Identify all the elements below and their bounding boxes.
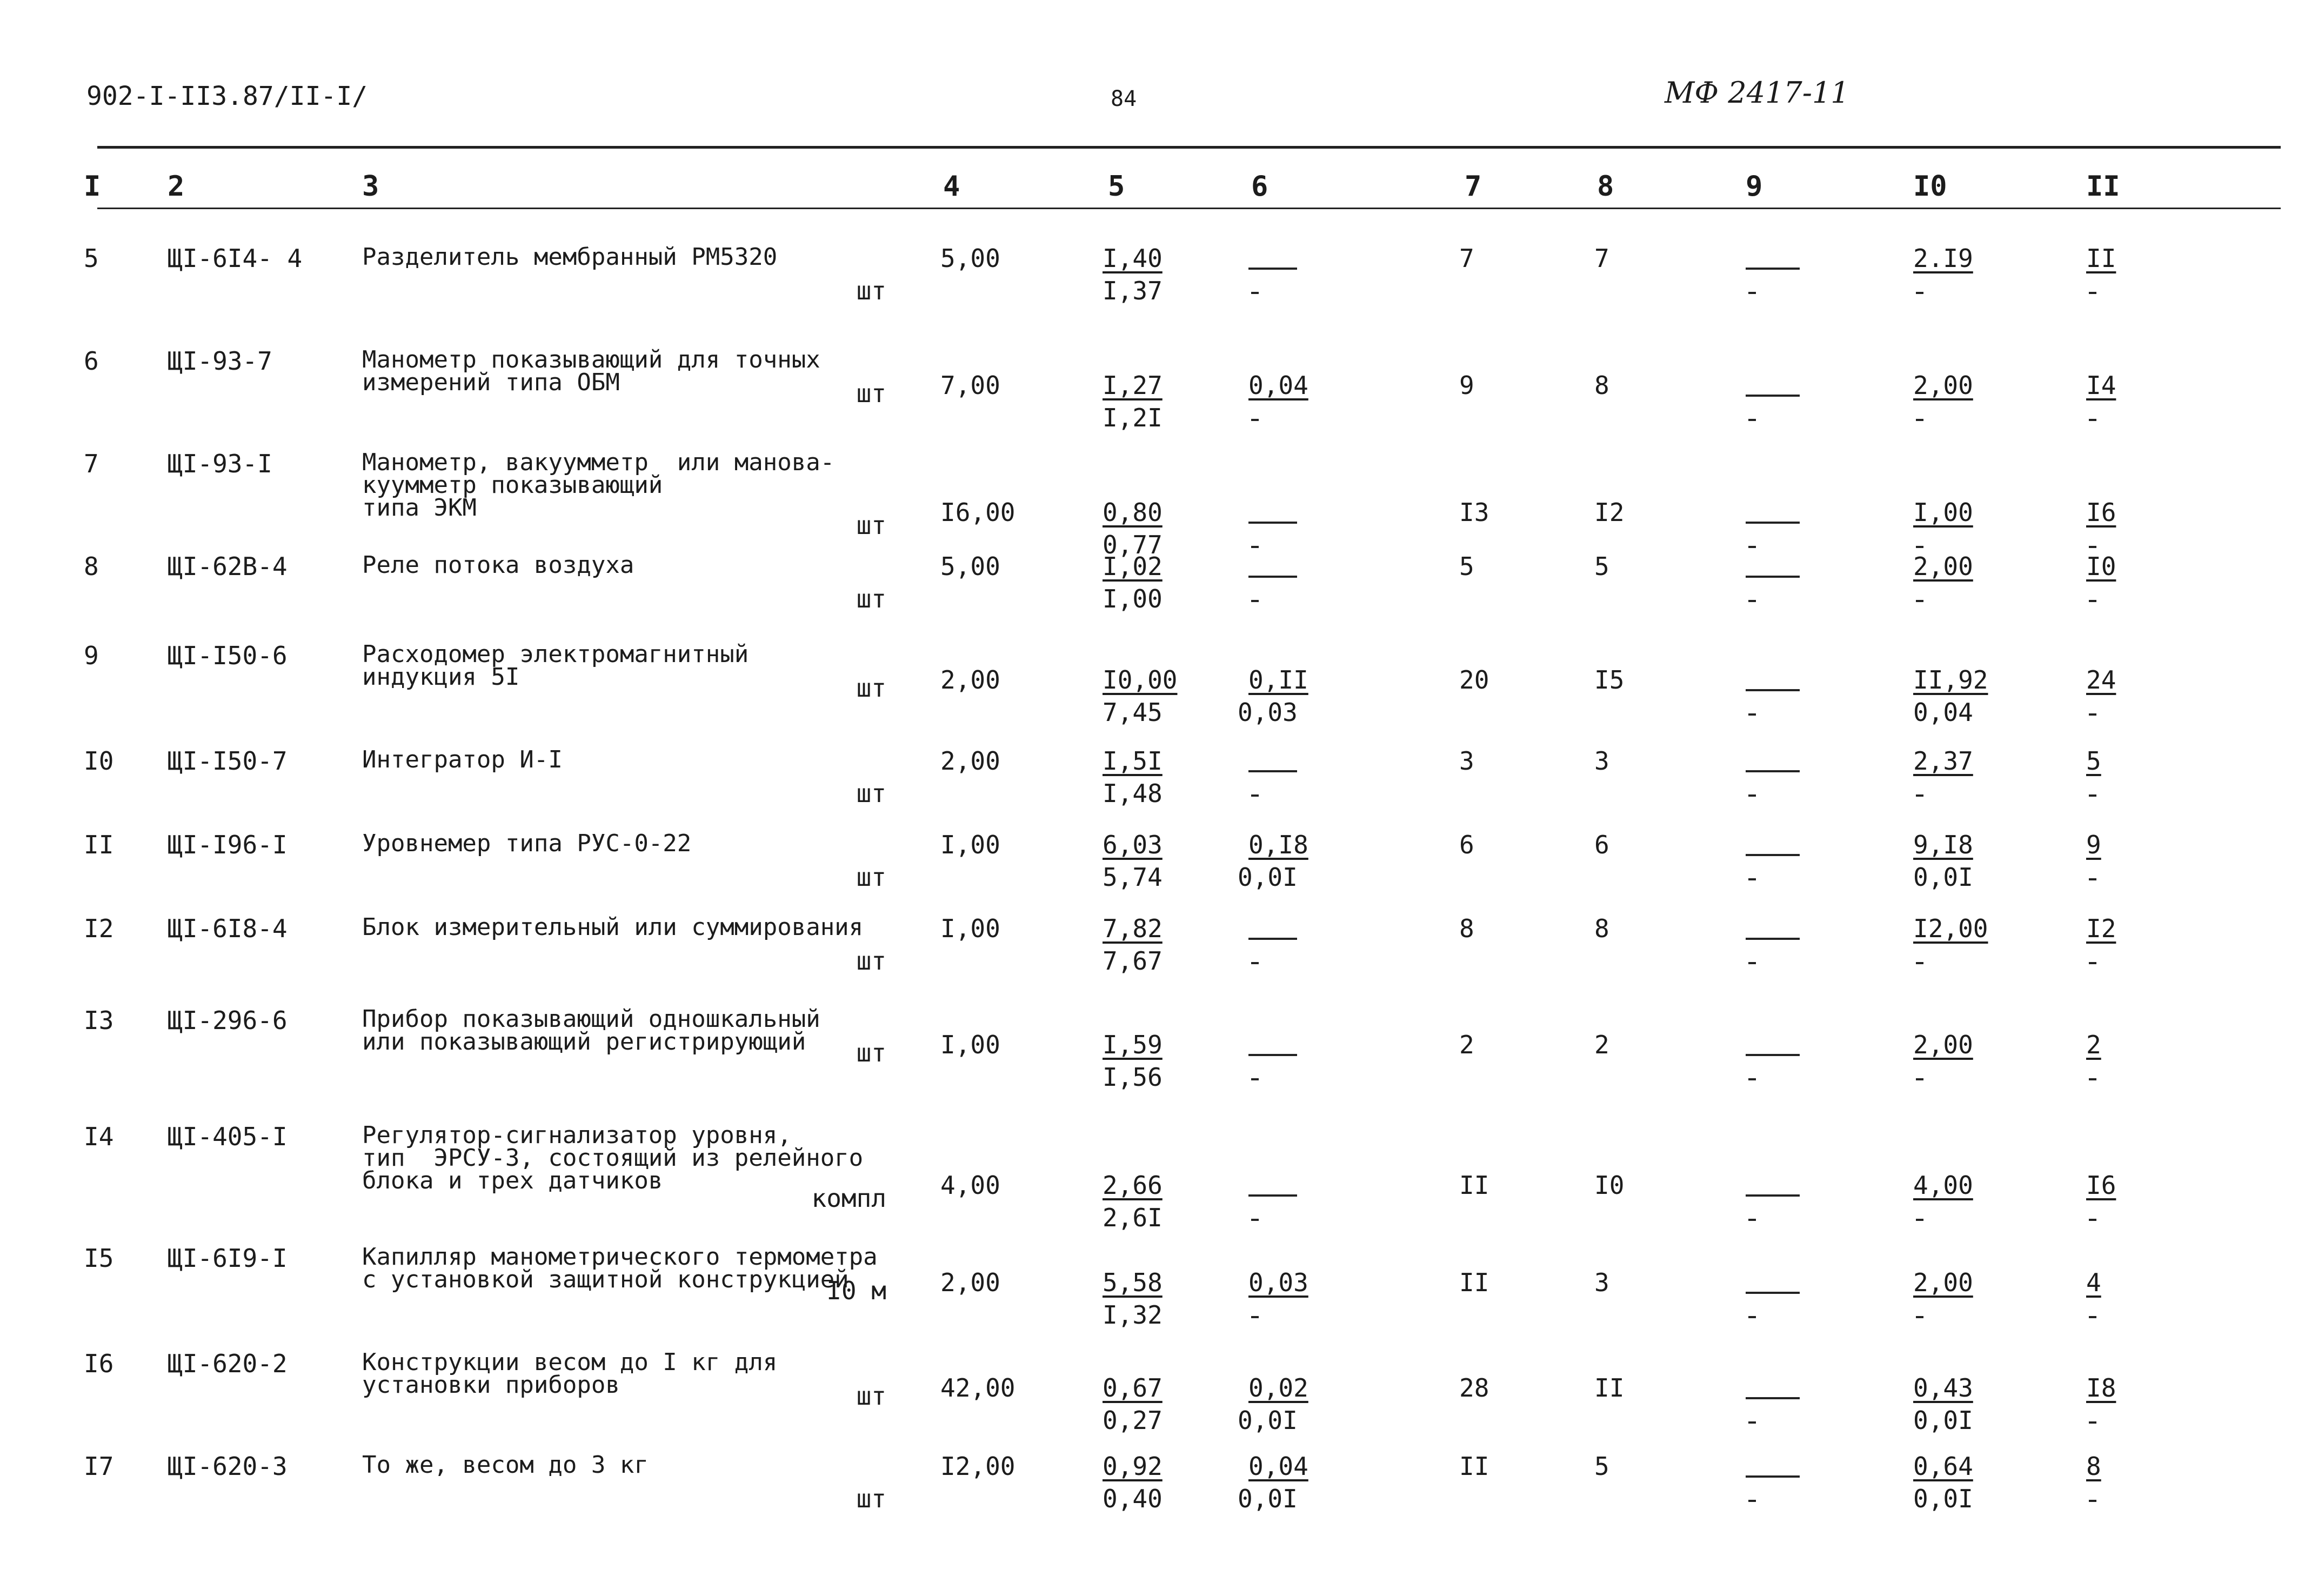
col9-top-dash bbox=[1746, 938, 1800, 940]
col6-bottom-dash bbox=[1251, 1316, 1259, 1318]
col7: 8 bbox=[1459, 914, 1474, 943]
col11: 5 bbox=[2086, 746, 2101, 776]
row-number: 7 bbox=[84, 449, 99, 478]
col9-bottom-dash bbox=[1748, 546, 1756, 548]
col9-top-dash bbox=[1746, 1475, 1800, 1478]
row-number: I2 bbox=[84, 914, 114, 943]
unit: шт bbox=[856, 1038, 886, 1067]
col6-top: 0,03 bbox=[1248, 1268, 1308, 1297]
item-name: Интегратор И-I bbox=[362, 746, 563, 773]
row-number: I3 bbox=[84, 1006, 114, 1035]
col6-bottom-dash bbox=[1251, 794, 1259, 797]
item-name: То же, весом до 3 кг bbox=[362, 1451, 649, 1479]
col7: 3 bbox=[1459, 746, 1474, 776]
item-name: типа ЭКМ bbox=[362, 494, 477, 522]
col11-bottom-dash bbox=[2089, 713, 2096, 716]
item-name: или показывающий регистрирующий bbox=[362, 1028, 806, 1056]
unit: шт bbox=[856, 511, 886, 540]
col5-top: I,27 bbox=[1103, 371, 1163, 400]
col11-bottom-dash bbox=[2089, 878, 2096, 880]
col11: 9 bbox=[2086, 830, 2101, 859]
col8: 3 bbox=[1594, 746, 1609, 776]
col10-bottom-dash bbox=[1916, 1078, 1923, 1080]
col8: 2 bbox=[1594, 1030, 1609, 1059]
col11-bottom-dash bbox=[2089, 546, 2096, 548]
col9-top-dash bbox=[1746, 770, 1800, 772]
col9-bottom-dash bbox=[1748, 794, 1756, 797]
unit: шт bbox=[856, 863, 886, 892]
col8: 5 bbox=[1594, 1452, 1609, 1481]
col5-bottom: I,00 bbox=[1103, 584, 1163, 613]
col11: 4 bbox=[2086, 1268, 2101, 1297]
col8: I2 bbox=[1594, 498, 1625, 527]
col11-bottom-dash bbox=[2089, 292, 2096, 294]
col10-top: 2,00 bbox=[1913, 1030, 1973, 1059]
item-name: Конструкции весом до I кг для bbox=[362, 1348, 778, 1376]
col5-top: 0,92 bbox=[1103, 1452, 1163, 1481]
col6-top-dash bbox=[1248, 938, 1297, 940]
col9-top-dash bbox=[1746, 522, 1800, 524]
position-code: ЩI-620-2 bbox=[168, 1349, 288, 1378]
item-name: тип ЭРСУ-3, состоящий из релейного bbox=[362, 1144, 864, 1172]
position-code: ЩI-6I4- 4 bbox=[168, 244, 303, 273]
position-code: ЩI-93-7 bbox=[168, 346, 272, 376]
col5-bottom: 7,67 bbox=[1103, 946, 1163, 976]
col11-bottom-dash bbox=[2089, 419, 2096, 421]
col6-top-dash bbox=[1248, 522, 1297, 524]
col5-top: 5,58 bbox=[1103, 1268, 1163, 1297]
unit: шт bbox=[856, 779, 886, 808]
position-code: ЩI-62В-4 bbox=[168, 552, 288, 581]
col5-bottom: 0,77 bbox=[1103, 530, 1163, 559]
row-number: 8 bbox=[84, 552, 99, 581]
row-number: I6 bbox=[84, 1349, 114, 1378]
col5-top: I,59 bbox=[1103, 1030, 1163, 1059]
col6-top-dash bbox=[1248, 576, 1297, 578]
col5-bottom: I,56 bbox=[1103, 1063, 1163, 1092]
col11-bottom-dash bbox=[2089, 1316, 2096, 1318]
col9-bottom-dash bbox=[1748, 878, 1756, 880]
col6-bottom-dash bbox=[1251, 600, 1259, 602]
quantity: 5,00 bbox=[940, 552, 1000, 581]
col6-top-dash bbox=[1248, 770, 1297, 772]
col9-bottom-dash bbox=[1748, 1421, 1756, 1424]
item-name: Блок измерительный или суммирования bbox=[362, 913, 864, 941]
col11-bottom-dash bbox=[2089, 962, 2096, 964]
col8: 7 bbox=[1594, 244, 1609, 273]
col10-top: 2,00 bbox=[1913, 552, 1973, 581]
top-rule bbox=[97, 146, 2281, 149]
col5-bottom: I,32 bbox=[1103, 1300, 1163, 1330]
col5-top: 0,67 bbox=[1103, 1373, 1163, 1403]
col9-bottom-dash bbox=[1748, 292, 1756, 294]
col10-bottom: 0,0I bbox=[1913, 863, 1973, 892]
col7: 5 bbox=[1459, 552, 1474, 581]
col11: I6 bbox=[2086, 1171, 2116, 1200]
item-name: установки приборов bbox=[362, 1371, 620, 1399]
col5-bottom: 2,6I bbox=[1103, 1203, 1163, 1232]
col10-top: 9,I8 bbox=[1913, 830, 1973, 859]
unit: шт bbox=[856, 379, 886, 408]
unit: I0 м bbox=[826, 1276, 886, 1305]
col6-top: 0,I8 bbox=[1248, 830, 1308, 859]
col10-bottom-dash bbox=[1916, 419, 1923, 421]
position-code: ЩI-296-6 bbox=[168, 1006, 288, 1035]
col10-bottom: 0,04 bbox=[1913, 698, 1973, 727]
col6-bottom-dash bbox=[1251, 1219, 1259, 1221]
position-code: ЩI-I50-7 bbox=[168, 746, 288, 776]
col10-top: 2,00 bbox=[1913, 1268, 1973, 1297]
col6-bottom-dash bbox=[1251, 292, 1259, 294]
position-code: ЩI-6I8-4 bbox=[168, 914, 288, 943]
col7: II bbox=[1459, 1171, 1489, 1200]
item-name: Расходомер электромагнитный bbox=[362, 640, 749, 668]
quantity: I2,00 bbox=[940, 1452, 1016, 1481]
col9-top-dash bbox=[1746, 689, 1800, 691]
unit: шт bbox=[856, 584, 886, 613]
col11: I4 bbox=[2086, 371, 2116, 400]
col8: I5 bbox=[1594, 665, 1625, 695]
col9-top-dash bbox=[1746, 1054, 1800, 1056]
col7: I3 bbox=[1459, 498, 1489, 527]
unit: шт bbox=[856, 276, 886, 305]
row-number: II bbox=[84, 830, 114, 859]
col5-top: I,40 bbox=[1103, 244, 1163, 273]
column-header: I bbox=[84, 170, 101, 203]
col8: 8 bbox=[1594, 371, 1609, 400]
col10-top: I2,00 bbox=[1913, 914, 1988, 943]
col10-bottom-dash bbox=[1916, 546, 1923, 548]
row-number: 6 bbox=[84, 346, 99, 376]
col6-bottom: 0,0I bbox=[1238, 1484, 1298, 1513]
item-name: Манометр, вакуумметр или манова- bbox=[362, 449, 835, 476]
col11-bottom-dash bbox=[2089, 1500, 2096, 1502]
col5-bottom: I,37 bbox=[1103, 276, 1163, 305]
col9-top-dash bbox=[1746, 268, 1800, 270]
quantity: I,00 bbox=[940, 1030, 1000, 1059]
col10-top: 2,37 bbox=[1913, 746, 1973, 776]
col11: 8 bbox=[2086, 1452, 2101, 1481]
col11: 2 bbox=[2086, 1030, 2101, 1059]
col11-bottom-dash bbox=[2089, 600, 2096, 602]
col10-bottom-dash bbox=[1916, 794, 1923, 797]
item-name: Реле потока воздуха bbox=[362, 551, 634, 579]
position-code: ЩI-405-I bbox=[168, 1122, 288, 1151]
col11: II bbox=[2086, 244, 2116, 273]
page-number: 84 bbox=[1111, 86, 1137, 111]
row-number: I5 bbox=[84, 1244, 114, 1273]
unit: шт bbox=[856, 1381, 886, 1411]
column-header: 3 bbox=[362, 170, 379, 203]
col10-bottom-dash bbox=[1916, 1316, 1923, 1318]
col6-bottom-dash bbox=[1251, 546, 1259, 548]
col11: 24 bbox=[2086, 665, 2116, 695]
position-code: ЩI-I50-6 bbox=[168, 641, 288, 670]
column-header: 8 bbox=[1597, 170, 1614, 203]
item-name: Разделитель мембранный РМ5320 bbox=[362, 243, 778, 271]
col7: 28 bbox=[1459, 1373, 1489, 1403]
quantity: 4,00 bbox=[940, 1171, 1000, 1200]
col6-bottom-dash bbox=[1251, 419, 1259, 421]
row-number: I0 bbox=[84, 746, 114, 776]
col6-bottom: 0,03 bbox=[1238, 698, 1298, 727]
col5-top: I,02 bbox=[1103, 552, 1163, 581]
item-name: Капилляр манометрического термометра bbox=[362, 1243, 878, 1271]
position-code: ЩI-93-I bbox=[168, 449, 272, 478]
col5-bottom: 7,45 bbox=[1103, 698, 1163, 727]
col10-bottom-dash bbox=[1916, 1219, 1923, 1221]
col5-bottom: 0,40 bbox=[1103, 1484, 1163, 1513]
doc-code: 902-I-II3.87/II-I/ bbox=[86, 81, 368, 111]
col6-top: 0,02 bbox=[1248, 1373, 1308, 1403]
col6-bottom-dash bbox=[1251, 962, 1259, 964]
col5-top: 0,80 bbox=[1103, 498, 1163, 527]
item-name: индукция 5I bbox=[362, 663, 520, 691]
col11-bottom-dash bbox=[2089, 1078, 2096, 1080]
col5-bottom: 5,74 bbox=[1103, 863, 1163, 892]
item-name: Уровнемер типа РУС-0-22 bbox=[362, 830, 692, 857]
col6-bottom: 0,0I bbox=[1238, 863, 1298, 892]
quantity: 2,00 bbox=[940, 1268, 1000, 1297]
quantity: 2,00 bbox=[940, 665, 1000, 695]
col5-top: 7,82 bbox=[1103, 914, 1163, 943]
col9-bottom-dash bbox=[1748, 1078, 1756, 1080]
col7: 9 bbox=[1459, 371, 1474, 400]
col6-bottom: 0,0I bbox=[1238, 1406, 1298, 1435]
col11: I2 bbox=[2086, 914, 2116, 943]
col11: I0 bbox=[2086, 552, 2116, 581]
quantity: 42,00 bbox=[940, 1373, 1016, 1403]
quantity: I6,00 bbox=[940, 498, 1016, 527]
column-header: 9 bbox=[1746, 170, 1763, 203]
col6-bottom-dash bbox=[1251, 1078, 1259, 1080]
item-name: с установкой защитной конструкцией bbox=[362, 1266, 849, 1293]
row-number: 9 bbox=[84, 641, 99, 670]
col9-top-dash bbox=[1746, 576, 1800, 578]
col10-bottom-dash bbox=[1916, 292, 1923, 294]
col7: 6 bbox=[1459, 830, 1474, 859]
quantity: 2,00 bbox=[940, 746, 1000, 776]
col6-top: 0,04 bbox=[1248, 371, 1308, 400]
col9-top-dash bbox=[1746, 395, 1800, 397]
unit: шт bbox=[856, 946, 886, 976]
column-header: I0 bbox=[1913, 170, 1947, 203]
position-code: ЩI-I96-I bbox=[168, 830, 288, 859]
col10-top: 2.I9 bbox=[1913, 244, 1973, 273]
col9-top-dash bbox=[1746, 1397, 1800, 1399]
quantity: I,00 bbox=[940, 914, 1000, 943]
col6-top: 0,II bbox=[1248, 665, 1308, 695]
column-header: 7 bbox=[1465, 170, 1482, 203]
item-name: Манометр показывающий для точных bbox=[362, 346, 820, 373]
col5-top: I0,00 bbox=[1103, 665, 1178, 695]
col10-top: II,92 bbox=[1913, 665, 1988, 695]
item-name: куумметр показывающий bbox=[362, 471, 663, 499]
col5-top: 2,66 bbox=[1103, 1171, 1163, 1200]
col6-top-dash bbox=[1248, 1194, 1297, 1197]
col5-top: I,5I bbox=[1103, 746, 1163, 776]
quantity: I,00 bbox=[940, 830, 1000, 859]
col9-top-dash bbox=[1746, 1292, 1800, 1294]
col10-bottom-dash bbox=[1916, 962, 1923, 964]
col5-bottom: I,2I bbox=[1103, 403, 1163, 432]
col10-top: 0,43 bbox=[1913, 1373, 1973, 1403]
col7: II bbox=[1459, 1268, 1489, 1297]
col9-bottom-dash bbox=[1748, 713, 1756, 716]
header-rule bbox=[97, 208, 2281, 209]
col10-bottom-dash bbox=[1916, 600, 1923, 602]
item-name: Регулятор-сигнализатор уровня, bbox=[362, 1121, 792, 1149]
column-header: 5 bbox=[1108, 170, 1125, 203]
col9-bottom-dash bbox=[1748, 600, 1756, 602]
quantity: 7,00 bbox=[940, 371, 1000, 400]
archive-code: МФ 2417-11 bbox=[1665, 76, 1849, 110]
col10-bottom: 0,0I bbox=[1913, 1406, 1973, 1435]
col9-bottom-dash bbox=[1748, 419, 1756, 421]
row-number: I4 bbox=[84, 1122, 114, 1151]
col8: 6 bbox=[1594, 830, 1609, 859]
col9-bottom-dash bbox=[1748, 1316, 1756, 1318]
col9-top-dash bbox=[1746, 854, 1800, 856]
col10-top: 0,64 bbox=[1913, 1452, 1973, 1481]
col5-top: 6,03 bbox=[1103, 830, 1163, 859]
column-header: 2 bbox=[168, 170, 185, 203]
col11: I6 bbox=[2086, 498, 2116, 527]
row-number: I7 bbox=[84, 1452, 114, 1481]
col6-top-dash bbox=[1248, 1054, 1297, 1056]
col8: II bbox=[1594, 1373, 1625, 1403]
col6-top-dash bbox=[1248, 268, 1297, 270]
col8: 5 bbox=[1594, 552, 1609, 581]
row-number: 5 bbox=[84, 244, 99, 273]
column-header: II bbox=[2086, 170, 2120, 203]
position-code: ЩI-6I9-I bbox=[168, 1244, 288, 1273]
col11-bottom-dash bbox=[2089, 1421, 2096, 1424]
col7: 20 bbox=[1459, 665, 1489, 695]
unit: шт bbox=[856, 1484, 886, 1513]
col8: 8 bbox=[1594, 914, 1609, 943]
column-header: 4 bbox=[943, 170, 960, 203]
col5-bottom: 0,27 bbox=[1103, 1406, 1163, 1435]
item-name: блока и трех датчиков bbox=[362, 1167, 663, 1194]
col10-top: I,00 bbox=[1913, 498, 1973, 527]
position-code: ЩI-620-3 bbox=[168, 1452, 288, 1481]
col9-bottom-dash bbox=[1748, 1500, 1756, 1502]
col7: II bbox=[1459, 1452, 1489, 1481]
col10-top: 2,00 bbox=[1913, 371, 1973, 400]
col8: 3 bbox=[1594, 1268, 1609, 1297]
col10-bottom: 0,0I bbox=[1913, 1484, 1973, 1513]
col7: 7 bbox=[1459, 244, 1474, 273]
unit: шт bbox=[856, 673, 886, 703]
col10-top: 4,00 bbox=[1913, 1171, 1973, 1200]
col6-top: 0,04 bbox=[1248, 1452, 1308, 1481]
column-header: 6 bbox=[1251, 170, 1268, 203]
col11: I8 bbox=[2086, 1373, 2116, 1403]
col9-bottom-dash bbox=[1748, 1219, 1756, 1221]
item-name: Прибор показывающий одношкальный bbox=[362, 1005, 820, 1033]
unit: компл bbox=[811, 1184, 886, 1213]
col9-top-dash bbox=[1746, 1194, 1800, 1197]
quantity: 5,00 bbox=[940, 244, 1000, 273]
col11-bottom-dash bbox=[2089, 1219, 2096, 1221]
item-name: измерений типа ОБМ bbox=[362, 369, 620, 396]
col9-bottom-dash bbox=[1748, 962, 1756, 964]
col5-bottom: I,48 bbox=[1103, 779, 1163, 808]
col8: I0 bbox=[1594, 1171, 1625, 1200]
col7: 2 bbox=[1459, 1030, 1474, 1059]
col11-bottom-dash bbox=[2089, 794, 2096, 797]
